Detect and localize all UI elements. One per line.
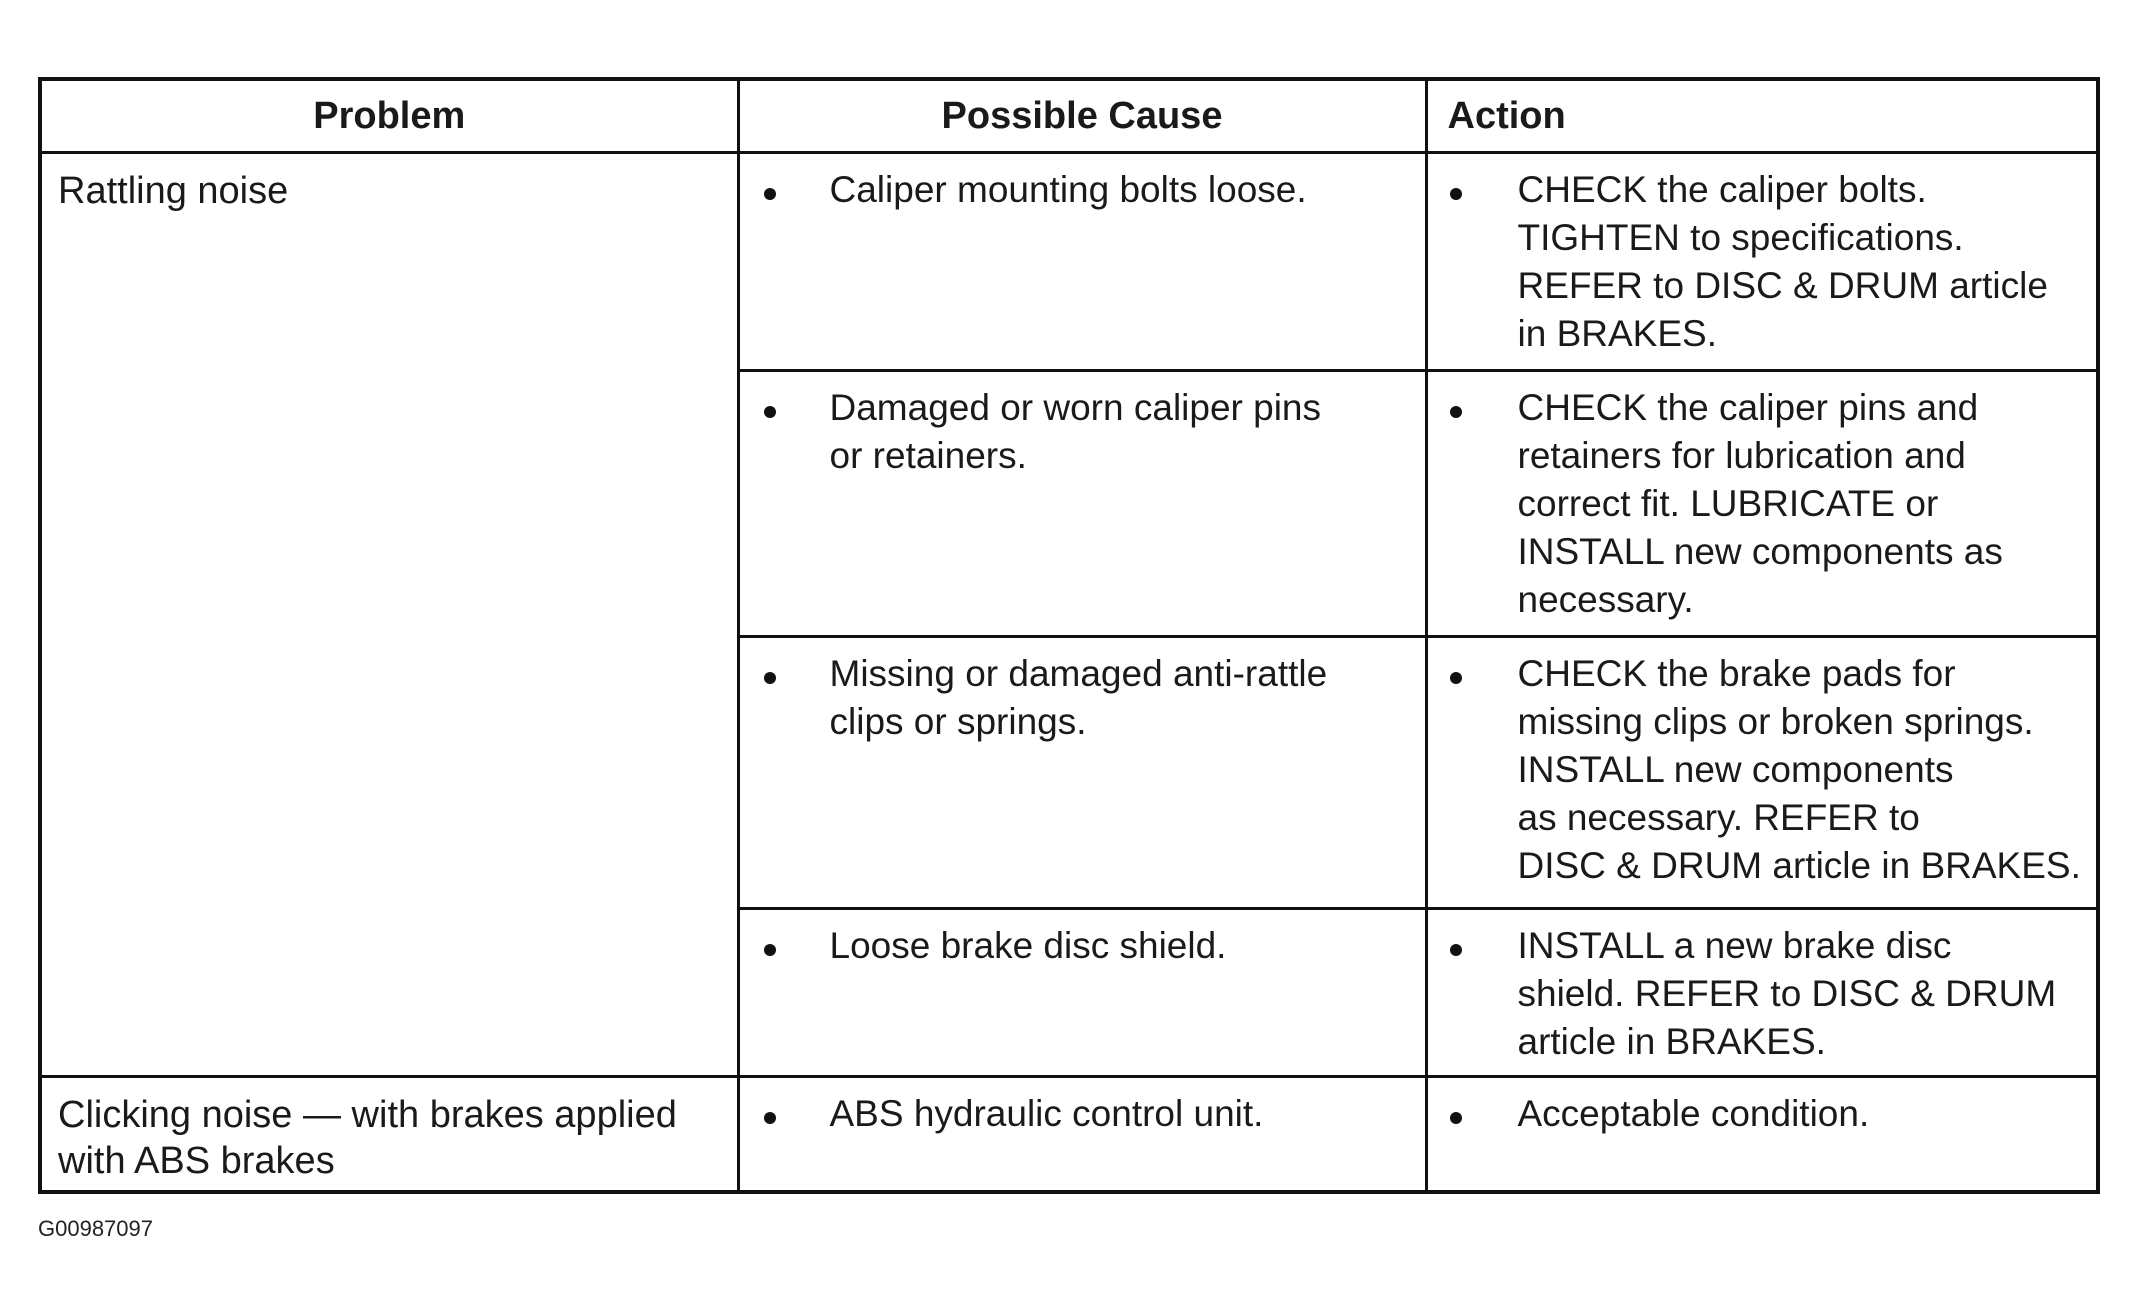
cause-text: Missing or damaged anti-rattle clips or springs. — [829, 653, 1328, 742]
action-cell — [1426, 1077, 2098, 1192]
bullet-icon — [764, 1112, 776, 1124]
cause-text: Caliper mounting bolts loose. — [829, 169, 1307, 210]
diagnosis-table — [38, 77, 2100, 1194]
action-text: Acceptable condition. — [1517, 1093, 1870, 1134]
bullet-icon — [764, 944, 776, 956]
problem-cell — [40, 1077, 738, 1192]
cause-cell — [738, 909, 1426, 1077]
table-row — [40, 153, 2098, 371]
action-text: CHECK the brake pads for missing clips or broken springs. INSTALL new components as necessary. REFER to DISC & DRUM article in BRAKES. — [1517, 653, 2081, 886]
bullet-icon — [764, 672, 776, 684]
table-row — [40, 1077, 2098, 1192]
bullet-icon — [764, 188, 776, 200]
problem-text: Clicking noise — with brakes applied with ABS brakes — [58, 1094, 677, 1182]
bullet-icon — [1450, 188, 1462, 200]
header-possible-cause: Possible Cause — [738, 79, 1426, 153]
cause-cell — [738, 637, 1426, 909]
header-row — [40, 79, 2098, 153]
cause-cell — [738, 371, 1426, 637]
action-text: CHECK the caliper pins and retainers for lubrication and correct fit. LUBRICATE or INSTALL new components as necessary. — [1517, 387, 2003, 620]
action-cell — [1426, 153, 2098, 371]
bullet-icon — [1450, 672, 1462, 684]
figure-id: G00987097 — [38, 1216, 153, 1241]
action-text: CHECK the caliper bolts. TIGHTEN to specifications. REFER to DISC & DRUM article in BRAKES. — [1517, 169, 2048, 354]
cause-text: ABS hydraulic control unit. — [829, 1093, 1264, 1134]
action-cell — [1426, 371, 2098, 637]
bullet-icon — [1450, 406, 1462, 418]
cause-cell — [738, 153, 1426, 371]
header-action: Action — [1426, 79, 2098, 153]
action-cell — [1426, 909, 2098, 1077]
bullet-icon — [1450, 944, 1462, 956]
cause-cell — [738, 1077, 1426, 1192]
action-cell — [1426, 637, 2098, 909]
cause-text: Damaged or worn caliper pins or retainers. — [829, 387, 1322, 476]
bullet-icon — [1450, 1112, 1462, 1124]
bullet-icon — [764, 406, 776, 418]
cause-text: Loose brake disc shield. — [829, 925, 1227, 966]
problem-cell — [40, 153, 738, 1077]
problem-text: Rattling noise — [58, 170, 289, 212]
action-text: INSTALL a new brake disc shield. REFER to DISC & DRUM article in BRAKES. — [1517, 925, 2057, 1062]
header-problem: Problem — [40, 79, 738, 153]
